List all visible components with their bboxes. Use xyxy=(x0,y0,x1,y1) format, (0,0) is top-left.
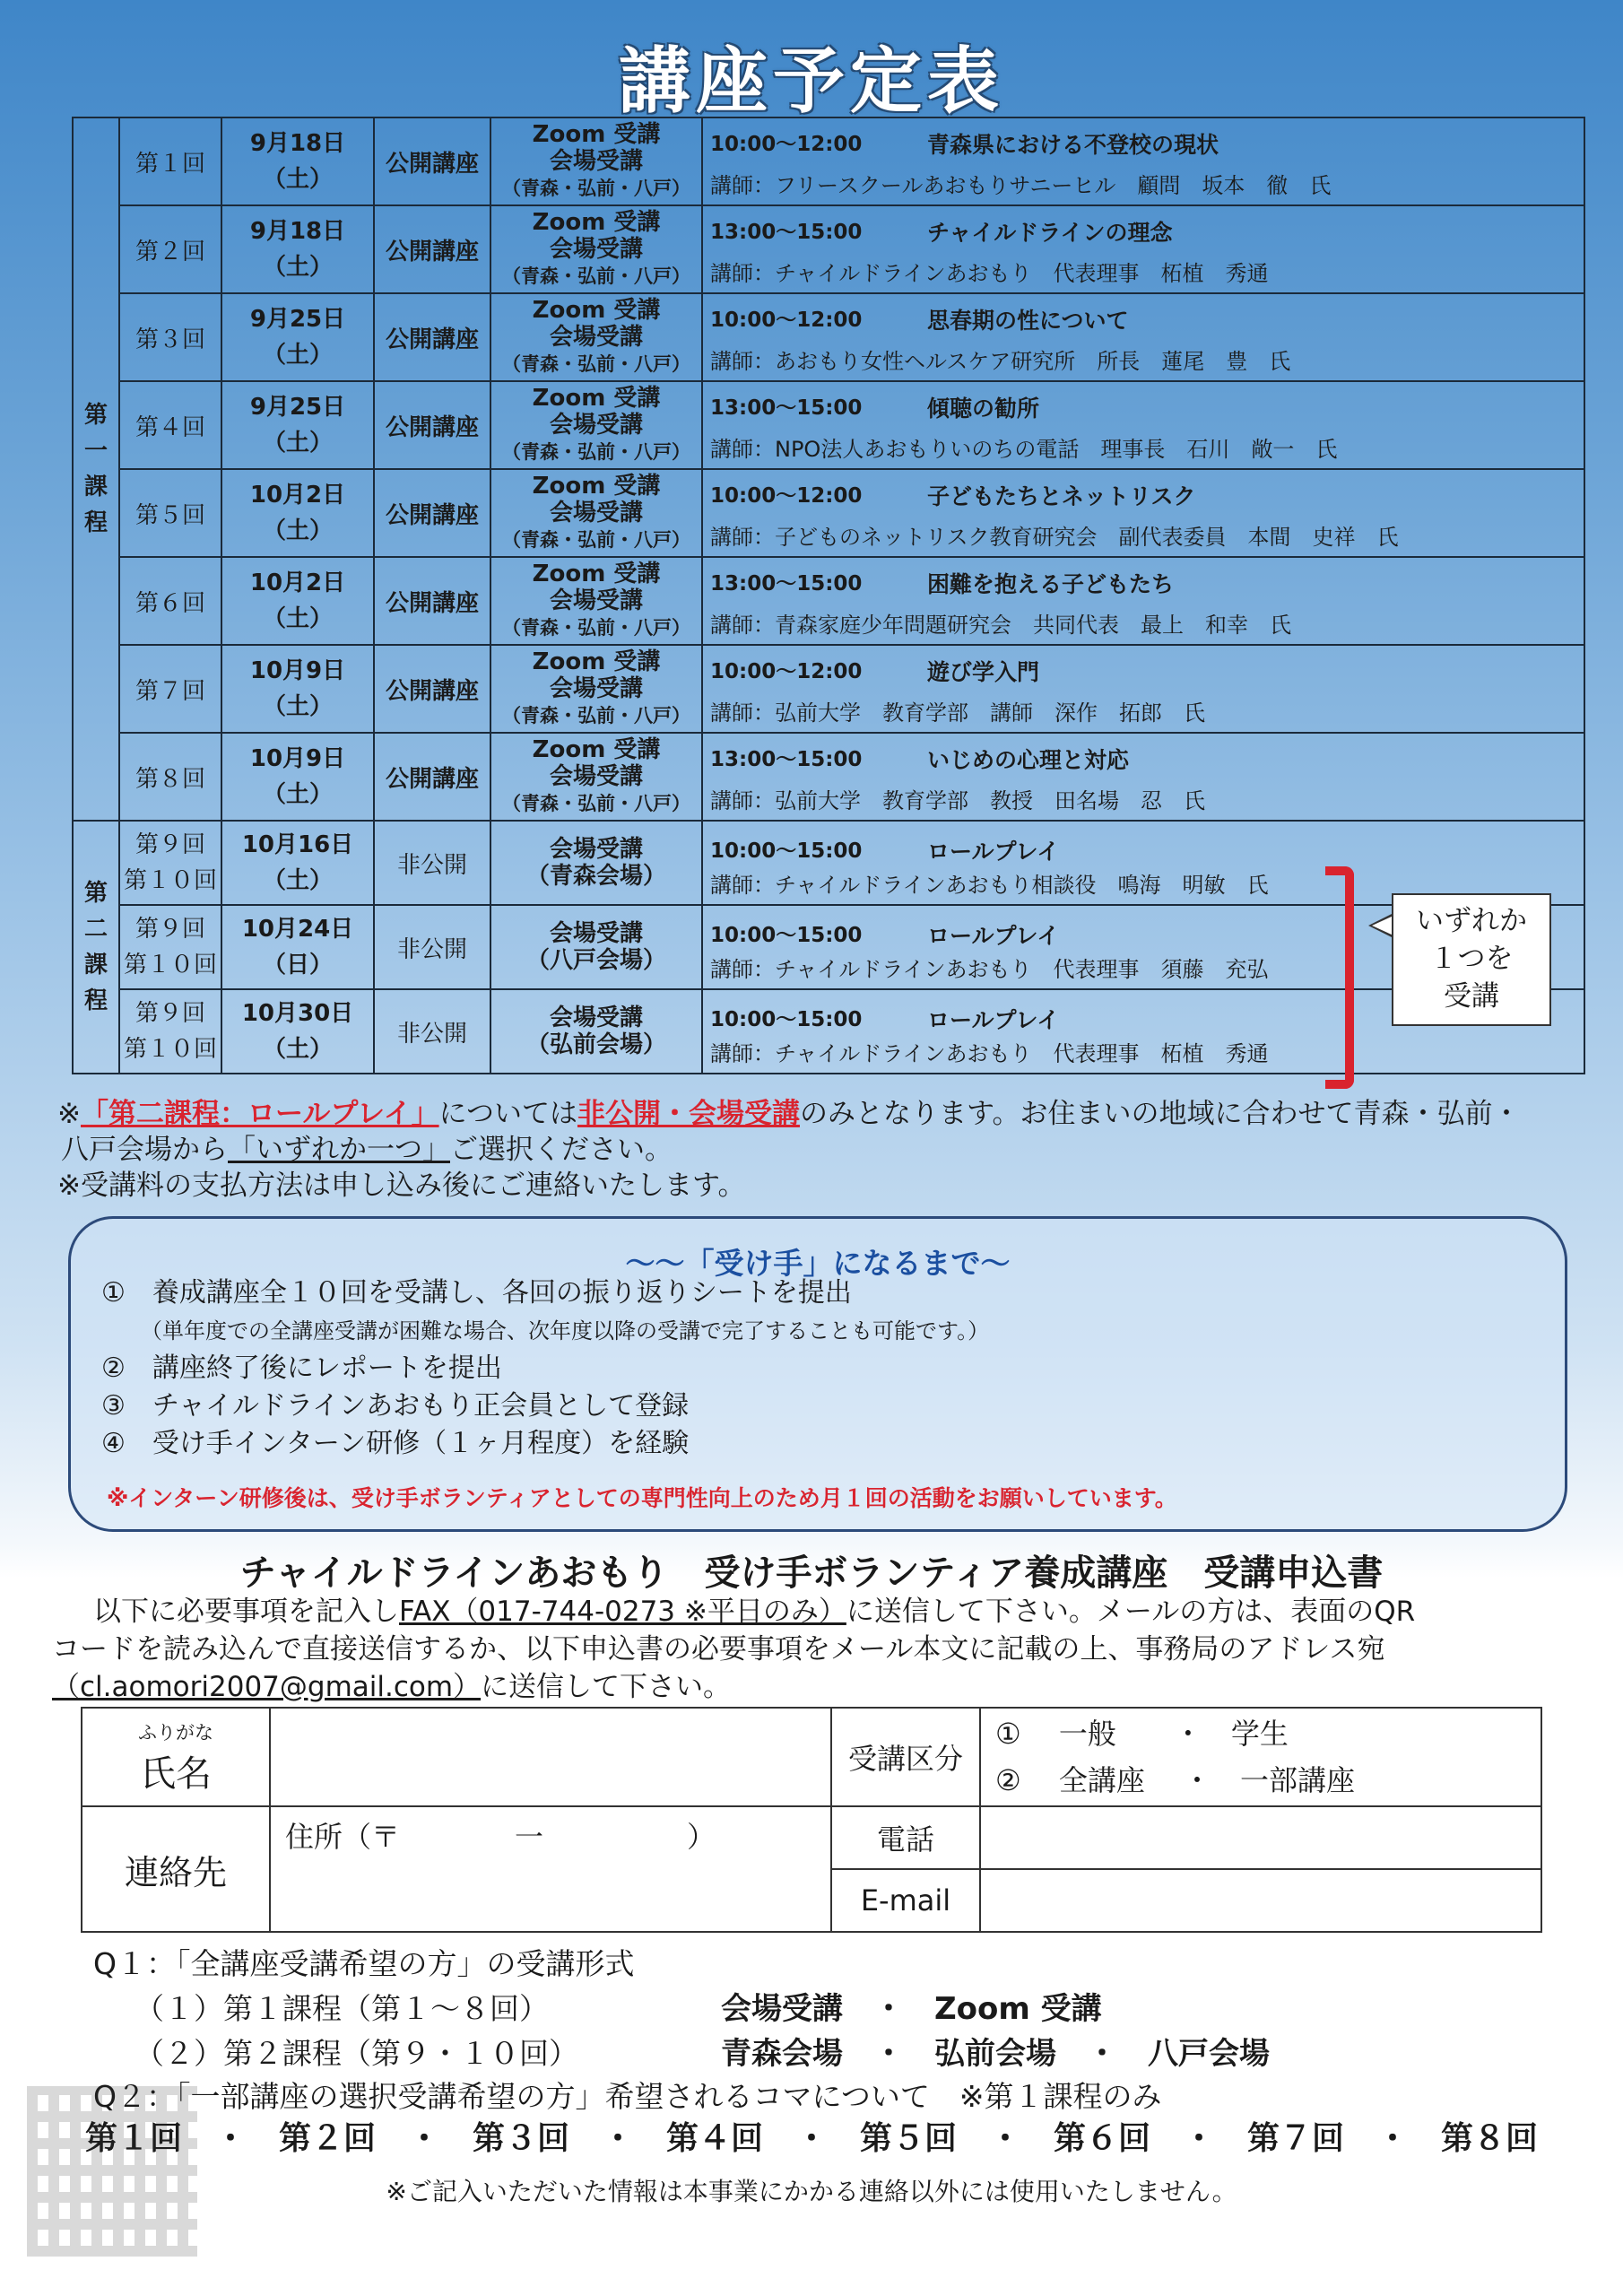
note-line-3: ※受講料の支払方法は申し込み後にご連絡いたします。 xyxy=(57,1170,746,1202)
session-topic: チャイルドラインの理念 xyxy=(927,220,1173,246)
session-lecturer: 講師：弘前大学 教育学部 講師 深作 拓郎 氏 xyxy=(710,700,1205,726)
session-time: 13:00～15:00 xyxy=(710,221,863,244)
session-number: 第７回 xyxy=(119,645,221,733)
session-lecturer: 講師：弘前大学 教育学部 教授 田名場 忍 氏 xyxy=(710,788,1205,813)
name-label-cell: ふりがな 氏名 xyxy=(82,1708,270,1806)
note-line-2: 八戸会場から「いずれか一つ」ご選択ください。 xyxy=(61,1134,673,1166)
schedule-row xyxy=(73,293,1584,381)
q1-text: Q１：「全講座受講希望の方」の受講形式 xyxy=(93,1946,635,1981)
session-lecturer: 講師：NPO法人あおもりいのちの電話 理事長 石川 敞一 氏 xyxy=(710,437,1338,462)
session-date: 9月25日 （土） xyxy=(221,381,374,469)
session-lecturer: 講師：あおもり女性ヘルスケア研究所 所長 蓮尾 豊 氏 xyxy=(710,349,1291,374)
course-2-label: 第 二 課 程 xyxy=(73,821,119,1074)
session-detail xyxy=(702,645,1584,733)
steps-title: ～～「受け手」になるまで～ xyxy=(625,1246,1011,1281)
session-topic: ロールプレイ xyxy=(927,839,1060,865)
application-form xyxy=(81,1707,1542,1933)
session-date: 9月18日 （土） xyxy=(221,117,374,205)
session-number: 第６回 xyxy=(119,557,221,645)
session-date: 10月16日 （土） xyxy=(221,821,374,905)
q2-text: Q２：「一部講座の選択受講希望の方」希望されるコマについて ※第１課程のみ xyxy=(93,2079,1162,2114)
schedule-row xyxy=(73,205,1584,293)
session-time: 10:00～12:00 xyxy=(710,133,863,156)
session-time: 10:00～15:00 xyxy=(710,924,863,947)
session-date: 9月18日 （土） xyxy=(221,205,374,293)
session-time: 10:00～12:00 xyxy=(710,660,863,683)
notes xyxy=(57,1096,1600,1204)
session-time: 13:00～15:00 xyxy=(710,748,863,771)
session-lecturer: 講師：フリースクールあおもりサニーヒル 顧問 坂本 徹 氏 xyxy=(710,173,1332,198)
schedule-row xyxy=(73,381,1584,469)
session-lecturer: 講師：チャイルドラインあおもり 代表理事 柘植 秀通 xyxy=(710,1041,1269,1066)
session-detail xyxy=(702,469,1584,557)
qr-code-image xyxy=(27,2086,197,2257)
address-field[interactable]: 住所（〒 一 ） xyxy=(270,1806,831,1932)
email-address[interactable]: （cl.aomori2007@gmail.com） xyxy=(52,1671,482,1703)
session-visibility: 公開講座 xyxy=(374,645,490,733)
q1-sub1: （１）第１課程（第１～８回） xyxy=(135,1991,549,2026)
session-lecturer: 講師：子どものネットリスク教育研究会 副代表委員 本間 史祥 氏 xyxy=(710,525,1399,550)
schedule-row xyxy=(73,645,1584,733)
steps-note: ※インターン研修後は、受け手ボランティアとしての専門性向上のため月１回の活動をお願いしています。 xyxy=(107,1485,1177,1511)
category-options[interactable]: ① 一般 ・ 学生 ② 全講座 ・ 一部講座 xyxy=(980,1708,1541,1806)
session-number: 第９回 第１０回 xyxy=(119,821,221,905)
session-format: Zoom 受講 会場受講 （青森・弘前・八戸） xyxy=(490,381,702,469)
session-date: 10月2日 （土） xyxy=(221,469,374,557)
category-label: 受講区分 xyxy=(831,1708,980,1806)
session-format: Zoom 受講 会場受講 （青森・弘前・八戸） xyxy=(490,733,702,821)
email-field[interactable] xyxy=(980,1869,1541,1932)
session-detail xyxy=(702,821,1584,905)
schedule-row xyxy=(73,989,1584,1074)
session-topic: 傾聴の勧所 xyxy=(927,396,1040,422)
page-title: 講座予定表 xyxy=(619,39,1004,123)
session-format: 会場受講 （青森会場） xyxy=(490,821,702,905)
session-date: 10月24日 （日） xyxy=(221,905,374,989)
session-lecturer: 講師：チャイルドラインあおもり 代表理事 柘植 秀通 xyxy=(710,261,1269,286)
privacy-note: ※ご記入いただいた情報は本事業にかかる連絡以外には使用いたしません。 xyxy=(386,2177,1237,2206)
session-number: 第１回 xyxy=(119,117,221,205)
session-time: 13:00～15:00 xyxy=(710,572,863,596)
session-number: 第２回 xyxy=(119,205,221,293)
session-visibility: 公開講座 xyxy=(374,469,490,557)
session-date: 10月9日 （土） xyxy=(221,733,374,821)
session-topic: 思春期の性について xyxy=(927,308,1129,334)
fax-number: FAX（017-744-0273 ※平日のみ） xyxy=(399,1596,846,1628)
session-format: 会場受講 （弘前会場） xyxy=(490,989,702,1074)
session-number: 第３回 xyxy=(119,293,221,381)
session-format: Zoom 受講 会場受講 （青森・弘前・八戸） xyxy=(490,645,702,733)
red-bracket xyxy=(1325,866,1354,1089)
session-format: Zoom 受講 会場受講 （青森・弘前・八戸） xyxy=(490,557,702,645)
session-format: Zoom 受講 会場受講 （青森・弘前・八戸） xyxy=(490,205,702,293)
session-visibility: 非公開 xyxy=(374,821,490,905)
session-detail xyxy=(702,293,1584,381)
choose-one-callout: いずれか １つを 受講 xyxy=(1392,893,1551,1026)
course-1-label: 第 一 課 程 xyxy=(73,117,119,821)
session-time: 10:00～15:00 xyxy=(710,839,863,863)
session-date: 10月30日 （土） xyxy=(221,989,374,1074)
steps-box xyxy=(68,1216,1567,1532)
session-time: 10:00～12:00 xyxy=(710,484,863,508)
session-format: 会場受講 （八戸会場） xyxy=(490,905,702,989)
session-detail xyxy=(702,381,1584,469)
q1-sub2: （２）第２課程（第９・１０回） xyxy=(135,2036,578,2071)
form-title: チャイルドラインあおもり 受け手ボランティア養成講座 受講申込書 xyxy=(239,1552,1384,1594)
session-detail xyxy=(702,205,1584,293)
q2-session-options[interactable]: 第１回 ・ 第２回 ・ 第３回 ・ 第４回 ・ 第５回 ・ 第６回 ・ 第７回 ・ 第８回 xyxy=(84,2120,1538,2157)
session-number: 第５回 xyxy=(119,469,221,557)
session-number: 第９回 第１０回 xyxy=(119,905,221,989)
schedule-row xyxy=(73,905,1584,989)
steps-list: ① 養成講座全１０回を受講し、各回の振り返りシートを提出 （単年度での全講座受講が困難な場合、次年度以降の受講で完了することも可能です。） ② 講座終了後にレポートを提出 ③ チャイルドラインあおもり正会員として登録 ④ 受け手インターン研修（１ヶ月程度）を経験 xyxy=(101,1277,990,1459)
session-number: 第９回 第１０回 xyxy=(119,989,221,1074)
session-detail xyxy=(702,117,1584,205)
session-format: Zoom 受講 会場受講 （青森・弘前・八戸） xyxy=(490,293,702,381)
session-topic: 困難を抱える子どもたち xyxy=(927,571,1175,597)
session-number: 第４回 xyxy=(119,381,221,469)
schedule-table xyxy=(72,117,1585,1074)
session-lecturer: 講師：青森家庭少年問題研究会 共同代表 最上 和幸 氏 xyxy=(710,613,1291,638)
session-visibility: 公開講座 xyxy=(374,557,490,645)
email-label: E-mail xyxy=(831,1869,980,1932)
q1-options-2[interactable]: 青森会場 ・ 弘前会場 ・ 八戸会場 xyxy=(721,2036,1270,2072)
session-format: Zoom 受講 会場受講 （青森・弘前・八戸） xyxy=(490,117,702,205)
session-topic: 青森県における不登校の現状 xyxy=(927,132,1219,158)
session-lecturer: 講師：チャイルドラインあおもり 代表理事 須藤 充弘 xyxy=(710,957,1269,982)
form-intro: 以下に必要事項を記入しFAX（017-744-0273 ※平日のみ）に送信して下さい。メールの方は、表面のQR コードを読み込んで直接送信するか、以下申込書の必要事項をメール本文に記載の上、事務局のアドレス宛 （cl.aomori2007@gmail.com）に送信して下さい。 xyxy=(52,1596,1416,1703)
phone-label: 電話 xyxy=(831,1806,980,1869)
session-visibility: 公開講座 xyxy=(374,293,490,381)
name-field[interactable] xyxy=(270,1708,831,1806)
session-detail xyxy=(702,557,1584,645)
session-date: 10月2日 （土） xyxy=(221,557,374,645)
session-topic: 遊び学入門 xyxy=(927,659,1040,685)
session-visibility: 公開講座 xyxy=(374,733,490,821)
schedule-row xyxy=(73,469,1584,557)
session-visibility: 非公開 xyxy=(374,905,490,989)
schedule-row xyxy=(73,821,1584,905)
session-topic: ロールプレイ xyxy=(927,923,1060,949)
session-date: 9月25日 （土） xyxy=(221,293,374,381)
contact-label: 連絡先 xyxy=(82,1806,270,1932)
session-detail xyxy=(702,733,1584,821)
note-line-1: ※「第二課程：ロールプレイ」については非公開・会場受講のみとなります。お住まいの地域に合わせて青森・弘前・ xyxy=(57,1098,1521,1130)
session-time: 10:00～15:00 xyxy=(710,1008,863,1031)
schedule-row xyxy=(73,733,1584,821)
session-topic: 子どもたちとネットリスク xyxy=(927,483,1196,509)
session-topic: いじめの心理と対応 xyxy=(927,747,1130,773)
session-time: 10:00～12:00 xyxy=(710,309,863,332)
session-visibility: 公開講座 xyxy=(374,205,490,293)
session-topic: ロールプレイ xyxy=(927,1007,1060,1033)
session-visibility: 公開講座 xyxy=(374,117,490,205)
session-lecturer: 講師：チャイルドラインあおもり相談役 鳴海 明敏 氏 xyxy=(710,873,1269,898)
session-visibility: 公開講座 xyxy=(374,381,490,469)
schedule-row xyxy=(73,117,1584,205)
phone-field[interactable] xyxy=(980,1806,1541,1869)
session-number: 第８回 xyxy=(119,733,221,821)
session-visibility: 非公開 xyxy=(374,989,490,1074)
session-format: Zoom 受講 会場受講 （青森・弘前・八戸） xyxy=(490,469,702,557)
session-time: 13:00～15:00 xyxy=(710,396,863,420)
schedule-row xyxy=(73,557,1584,645)
q1-options-1[interactable]: 会場受講 ・ Zoom 受講 xyxy=(721,1991,1102,2027)
session-date: 10月9日 （土） xyxy=(221,645,374,733)
